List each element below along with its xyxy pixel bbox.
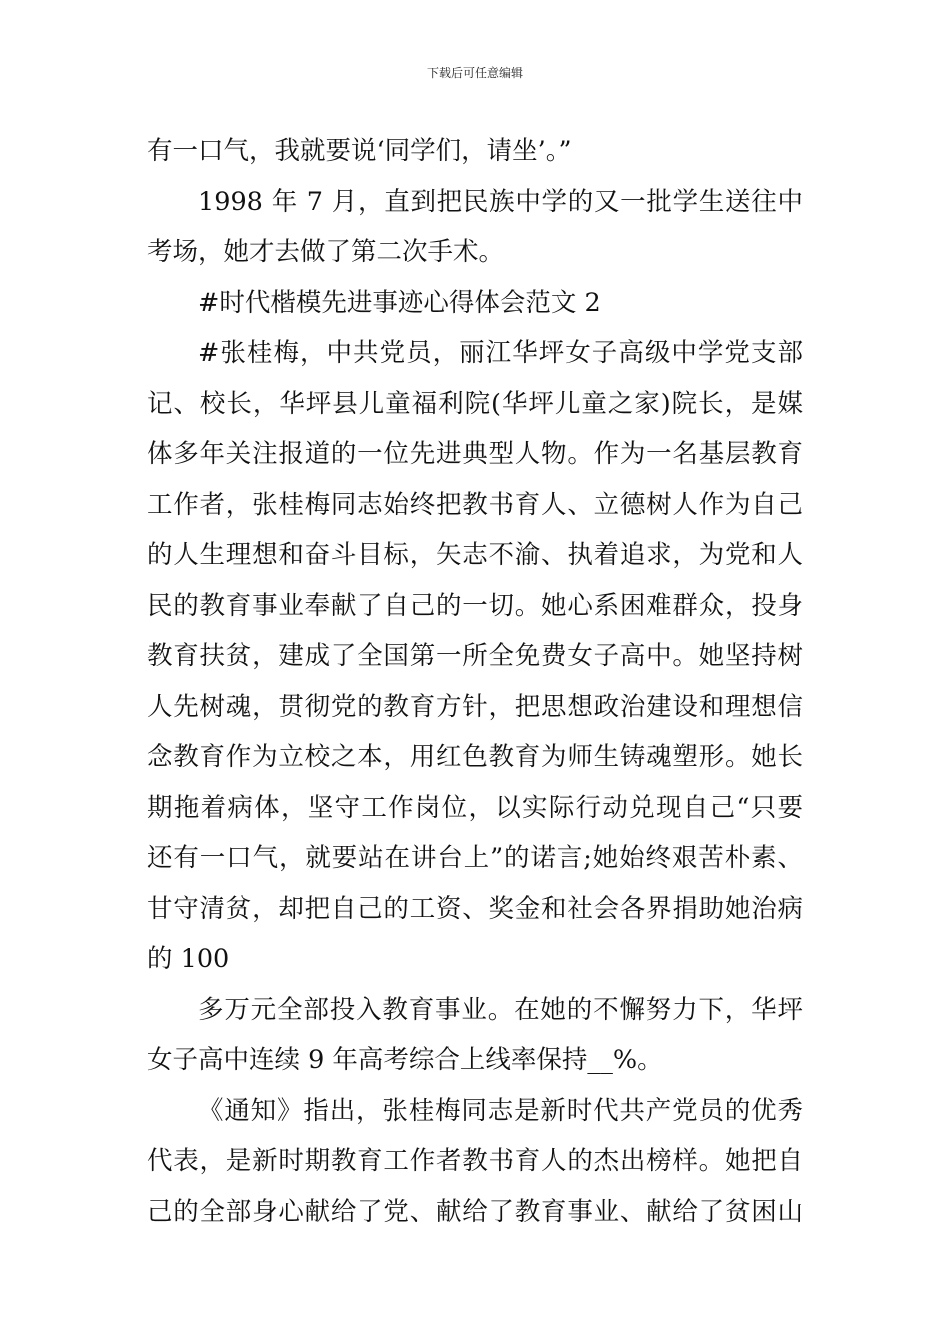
text-line: 《通知》指出，张桂梅同志是新时代共产党员的优秀 [198,1095,803,1126]
page-header: 下载后可任意编辑 [426,66,523,80]
text-line: 的 100 [147,944,230,974]
text-line: 记、校长，华坪县儿童福利院(华坪儿童之家)院长，是媒 [147,388,803,419]
text-line: 代表，是新时期教育工作者教书育人的杰出榜样。她把自 [147,1146,803,1176]
text-line: 人先树魂，贯彻党的教育方针，把思想政治建设和理想信 [147,691,803,722]
text-line: 考场，她才去做了第二次手术。 [147,237,505,267]
document-body [147,126,803,1237]
text-line: 教育扶贫，建成了全国第一所全免费女子高中。她坚持树 [147,641,803,671]
text-line: 期拖着病体，坚守工作岗位，以实际行动兑现自己“只要 [147,792,803,823]
text-line: 还有一口气，就要站在讲台上”的诺言;她始终艰苦朴素、 [147,843,803,873]
text-line: 女子高中连续 9 年高考综合上线率保持__%。 [147,1045,663,1075]
text-line: 民的教育事业奉献了自己的一切。她心系困难群众，投身 [147,590,803,621]
text-line: 有一口气，我就要说‘同学们，请坐’。” [147,136,572,166]
text-line: 工作者，张桂梅同志始终把教书育人、立德树人作为自己 [147,489,803,520]
text-line: 的人生理想和奋斗目标，矢志不渝、执着追求，为党和人 [147,540,803,570]
section-heading: #时代楷模先进事迹心得体会范文 2 [198,287,601,318]
text-line: #张桂梅，中共党员，丽江华坪女子高级中学党支部 [198,338,803,368]
text-line: 己的全部身心献给了党、献给了教育事业、献给了贫困山 [147,1196,803,1227]
text-line: 念教育作为立校之本，用红色教育为师生铸魂塑形。她长 [147,742,803,772]
text-line: 1998 年 7 月，直到把民族中学的又一批学生送往中 [198,186,803,217]
text-line: 甘守清贫，却把自己的工资、奖金和社会各界捐助她治病 [147,893,803,924]
text-line: 多万元全部投入教育事业。在她的不懈努力下，华坪 [198,994,803,1025]
text-line: 体多年关注报道的一位先进典型人物。作为一名基层教育 [147,439,803,469]
